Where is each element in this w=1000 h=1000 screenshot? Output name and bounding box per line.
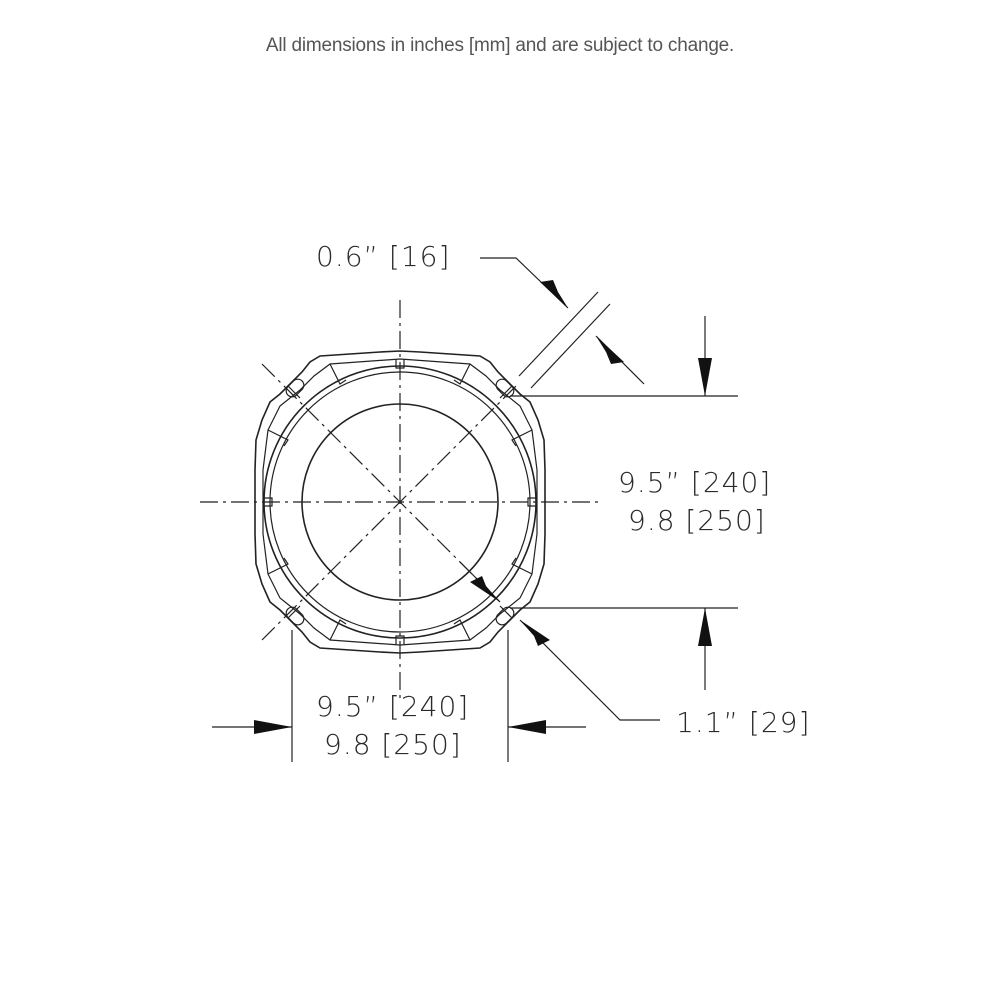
horizontal-dimension-label-inches: 9.5” [240] xyxy=(316,690,470,723)
vertical-dimension xyxy=(698,316,712,690)
vertical-dimension-label-alt: 9.8 [250] xyxy=(628,504,766,537)
dimensions-note: All dimensions in inches [mm] and are subject to change. xyxy=(265,35,735,56)
slot-width-label: 0.6” [16] xyxy=(316,240,451,273)
horizontal-dimension-label-alt: 9.8 [250] xyxy=(324,728,462,761)
slot-width-dimension xyxy=(480,258,644,384)
vertical-dimension-label-inches: 9.5” [240] xyxy=(618,466,772,499)
slot-offset-label: 1.1” [29] xyxy=(676,706,811,739)
